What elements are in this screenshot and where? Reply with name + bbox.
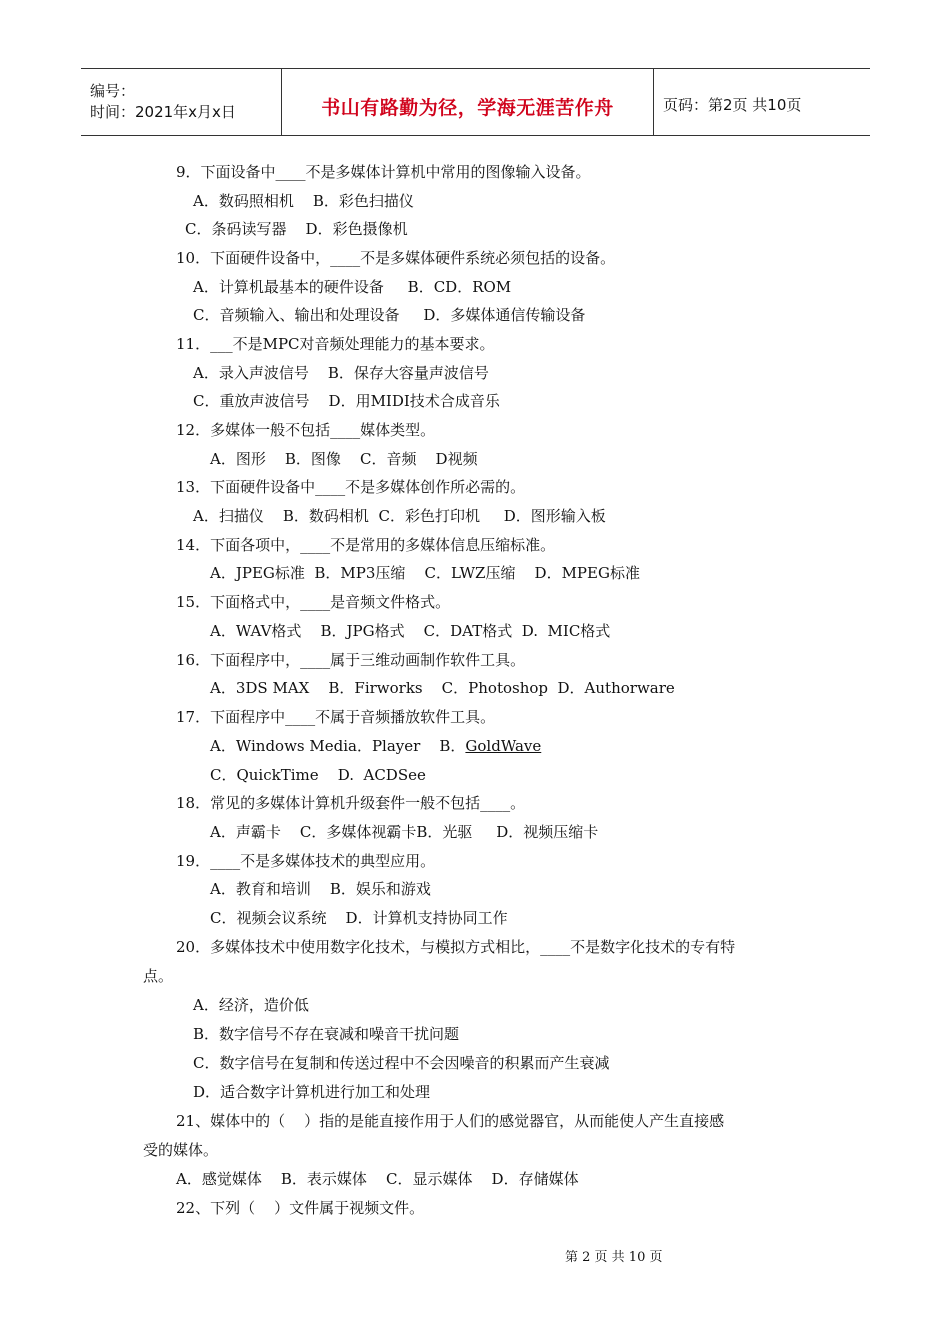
line-text: A．声霸卡 C．多媒体视霸卡B．光驱 D．视频压缩卡 (210, 823, 599, 841)
page-label: 页码：第2页 共10页 (663, 95, 802, 114)
header-info (81, 69, 282, 135)
line-text: A．扫描仪 B．数码相机 C．彩色打印机 D．图形输入板 (193, 507, 606, 525)
text-line (210, 765, 426, 785)
page-header (81, 68, 870, 136)
line-text: 16．下面程序中，____属于三维动画制作软件工具。 (176, 651, 526, 669)
line-text: C．重放声波信号 D．用MIDI技术合成音乐 (193, 392, 500, 410)
line-text: 9．下面设备中____不是多媒体计算机中常用的图像输入设备。 (176, 163, 591, 181)
text-line (193, 363, 489, 383)
line-text: A．WAV格式 B．JPG格式 C．DAT格式 D. MIC格式 (210, 622, 611, 640)
text-line (210, 449, 478, 469)
text-line (193, 1053, 609, 1073)
line-text: B．数字信号不存在衰减和噪音干扰问题 (193, 1025, 460, 1043)
text-line (143, 966, 173, 986)
line-text: C．条码读写器 D．彩色摄像机 (185, 220, 408, 238)
header-motto-cell (282, 69, 654, 135)
footer-page-number: 第 2 页 共 10 页 (565, 1250, 663, 1265)
line-text: C．数字信号在复制和传送过程中不会因噪音的积累而产生衰减 (193, 1054, 610, 1072)
line-text: D．适合数字计算机进行加工和处理 (193, 1083, 431, 1101)
text-line (176, 707, 495, 727)
text-line (176, 162, 591, 182)
line-text: A．JPEG标准 B．MP3压缩 C．LWZ压缩 D．MPEG标准 (210, 564, 640, 582)
line-text: 17．下面程序中____不属于音频播放软件工具。 (176, 708, 496, 726)
line-text: A．计算机最基本的硬件设备 B．CD．ROM (193, 278, 512, 296)
text-line (176, 248, 615, 268)
text-line (210, 678, 675, 698)
text-line (176, 334, 495, 354)
line-text: 18．常见的多媒体计算机升级套件一般不包括____。 (176, 794, 526, 812)
line-text: A．教育和培训 B．娱乐和游戏 (210, 880, 431, 898)
date-label: 时间：2021年x月x日 (90, 103, 236, 121)
line-text: A．经济，造价低 (193, 996, 309, 1014)
line-text: C．视频会议系统 D．计算机支持协同工作 (210, 909, 508, 927)
line-text: 14．下面各项中，____不是常用的多媒体信息压缩标准。 (176, 536, 556, 554)
text-line (210, 822, 598, 842)
header-page-cell (654, 69, 870, 135)
text-line (176, 937, 735, 957)
text-line (176, 477, 525, 497)
text-line (176, 793, 525, 813)
line-text: C．QuickTime D. ACDSee (210, 766, 426, 784)
line-text: A．Windows Media．Player B． (210, 737, 466, 755)
line-text: 12．多媒体一般不包括____媒体类型。 (176, 421, 436, 439)
text-line (193, 277, 511, 297)
text-line (210, 621, 610, 641)
line-text: A．图形 B．图像 C．音频 D视频 (210, 450, 478, 468)
line-text: 19．____不是多媒体技术的典型应用。 (176, 852, 436, 870)
line-text: 13．下面硬件设备中____不是多媒体创作所必需的。 (176, 478, 526, 496)
line-text: A．录入声波信号 B．保存大容量声波信号 (193, 364, 489, 382)
line-text: A．3DS MAX B．Firworks C．Photoshop D．Authorware (210, 679, 675, 697)
line-text: 20．多媒体技术中使用数字化技术，与模拟方式相比，____不是数字化技术的专有特 (176, 938, 736, 956)
line-text: 点。 (143, 967, 174, 985)
text-line (210, 736, 541, 756)
line-text: 11．___不是MPC对音频处理能力的基本要求。 (176, 335, 495, 353)
text-line (176, 420, 435, 440)
text-line (193, 995, 309, 1015)
text-line (193, 1024, 459, 1044)
text-line (193, 1082, 430, 1102)
number-label: 编号： (90, 82, 136, 100)
line-text: C．音频输入、输出和处理设备 D．多媒体通信传输设备 (193, 306, 586, 324)
motto: 书山有路勤为径，学海无涯苦作舟 (321, 96, 614, 119)
text-line (176, 851, 435, 871)
text-line (176, 1111, 724, 1131)
line-text: 15．下面格式中，____是音频文件格式。 (176, 593, 451, 611)
line-text: 受的媒体。 (143, 1141, 219, 1159)
text-line (210, 563, 640, 583)
text-line (176, 1169, 579, 1189)
text-line (143, 1140, 218, 1160)
text-line (210, 879, 431, 899)
line-text: 22、下列（ ）文件属于视频文件。 (176, 1199, 425, 1217)
underlined-term: GoldWave (465, 737, 542, 755)
text-line (176, 650, 525, 670)
text-line (193, 391, 500, 411)
text-line (210, 908, 508, 928)
text-line (176, 535, 555, 555)
text-line (193, 191, 414, 211)
text-line (193, 305, 585, 325)
text-line (185, 219, 408, 239)
text-line (176, 592, 450, 612)
line-text: 21、媒体中的（ ）指的是能直接作用于人们的感觉器官，从而能使人产生直接感 (176, 1112, 725, 1130)
line-text: A．感觉媒体 B．表示媒体 C．显示媒体 D．存储媒体 (176, 1170, 579, 1188)
line-text: 10．下面硬件设备中，____不是多媒体硬件系统必须包括的设备。 (176, 249, 616, 267)
line-text: A．数码照相机 B．彩色扫描仪 (193, 192, 414, 210)
text-line (193, 506, 606, 526)
text-line (176, 1198, 424, 1218)
